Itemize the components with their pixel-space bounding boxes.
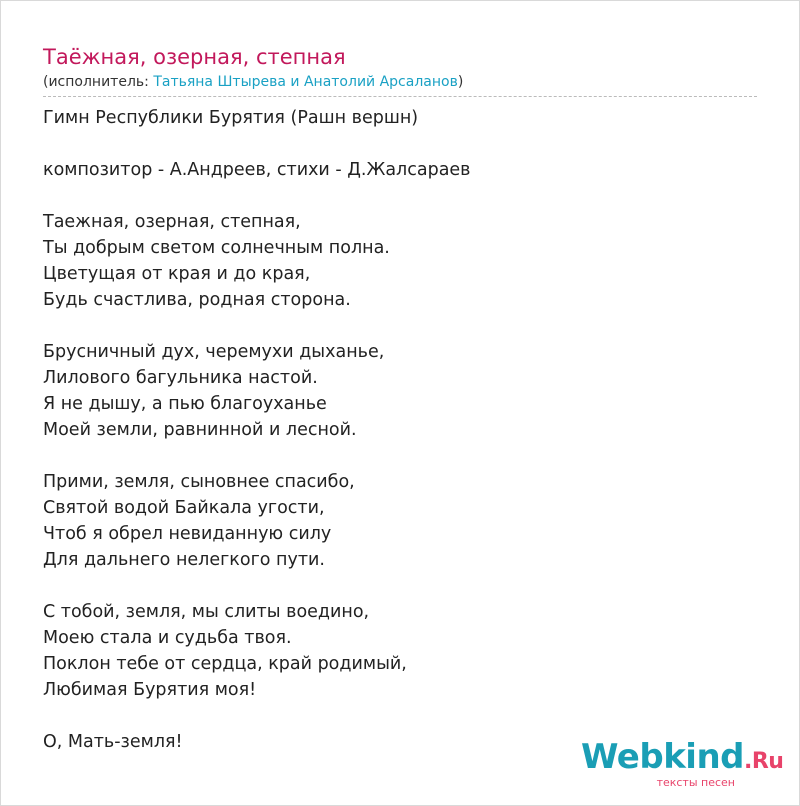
logo-wordmark: [581, 737, 784, 780]
lyrics-line: Гимн Республики Бурятия (Рашн вершн): [43, 108, 419, 128]
lyrics-line: С тобой, земля, мы слиты воедино,: [43, 602, 370, 622]
logo-name: Webkind: [581, 737, 744, 777]
lyrics-line: Будь счастлива, родная сторона.: [43, 290, 351, 310]
lyrics-block: [43, 105, 757, 755]
lyrics-line: Прими, земля, сыновнее спасибо,: [43, 472, 355, 492]
lyrics-blank-line: [43, 131, 757, 157]
lyrics-line: Лилового багульника настой.: [43, 368, 318, 388]
site-logo[interactable]: [581, 737, 784, 789]
lyrics-line: Поклон тебе от сердца, край родимый,: [43, 654, 407, 674]
song-header: [43, 43, 757, 92]
lyrics-line: Ты добрым светом солнечным полна.: [43, 238, 390, 258]
performer-link[interactable]: Татьяна Штырева и Анатолий Арсаланов: [153, 74, 458, 90]
lyrics-line: Моею стала и судьба твоя.: [43, 628, 292, 648]
lyrics-blank-line: [43, 573, 757, 599]
lyrics-line: Святой водой Байкала угости,: [43, 498, 325, 518]
lyrics-blank-line: [43, 443, 757, 469]
lyrics-line: О, Мать-земля!: [43, 732, 183, 752]
lyrics-blank-line: [43, 183, 757, 209]
lyrics-blank-line: [43, 313, 757, 339]
lyrics-line: композитор - А.Андреев, стихи - Д.Жалсараев: [43, 160, 471, 180]
performer-prefix: (исполнитель:: [43, 74, 154, 90]
lyrics-line: Моей земли, равнинной и лесной.: [43, 420, 357, 440]
performer-suffix: ): [457, 74, 464, 90]
lyrics-line: Таежная, озерная, степная,: [43, 212, 301, 232]
song-title: Таёжная, озерная, степная: [43, 45, 346, 69]
logo-tagline: тексты песен: [656, 776, 735, 789]
lyrics-line: Чтоб я обрел невиданную силу: [43, 524, 332, 544]
lyrics-line: Любимая Бурятия моя!: [43, 680, 257, 700]
header-divider: [43, 96, 757, 97]
lyrics-blank-line: [43, 703, 757, 729]
lyrics-line: Брусничный дух, черемухи дыханье,: [43, 342, 385, 362]
lyrics-line: Цветущая от края и до края,: [43, 264, 311, 284]
performer-line: [43, 72, 757, 92]
logo-tld: .Ru: [744, 749, 784, 774]
lyrics-line: Я не дышу, а пью благоуханье: [43, 394, 327, 414]
lyrics-line: Для дальнего нелегкого пути.: [43, 550, 325, 570]
